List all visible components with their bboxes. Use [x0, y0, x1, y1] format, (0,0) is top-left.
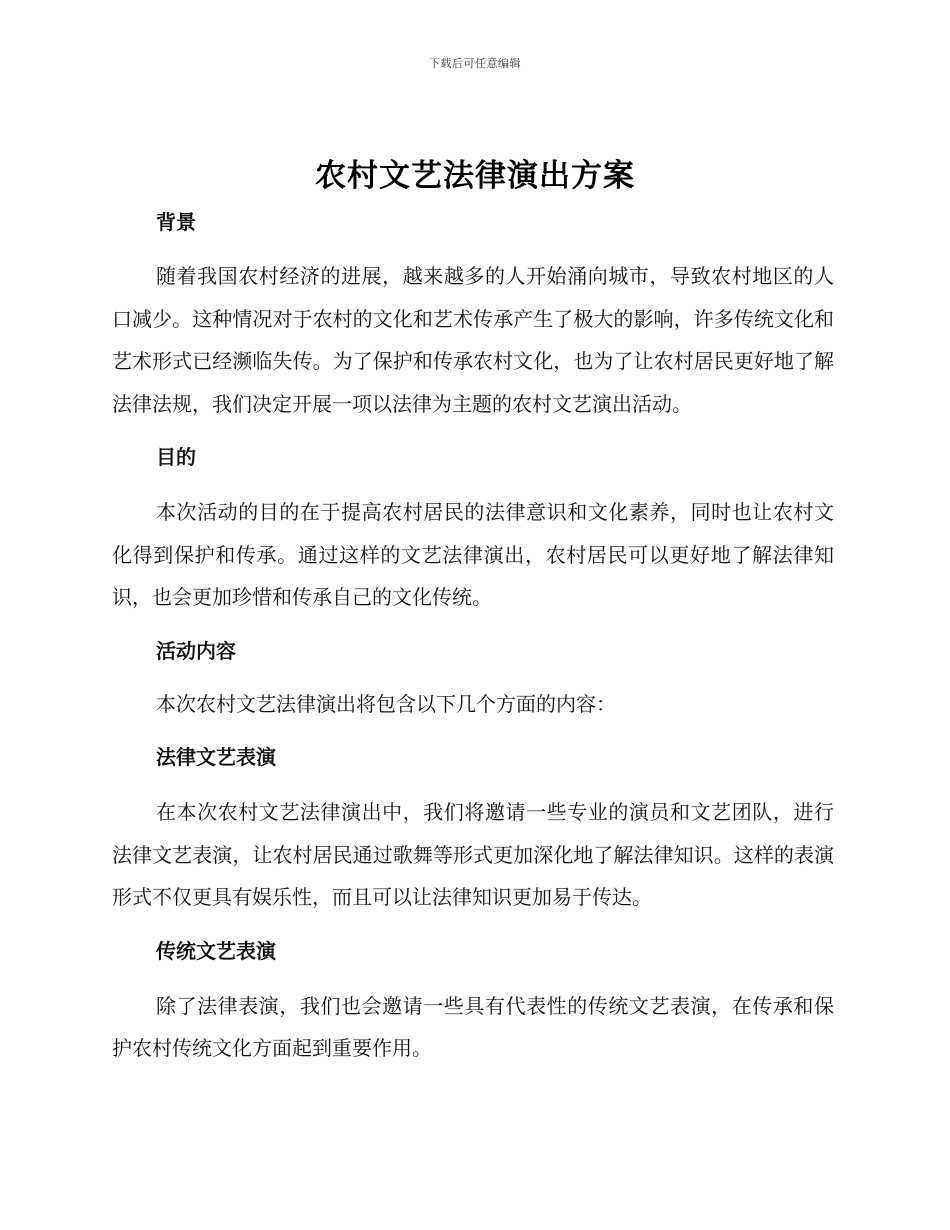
document-body — [112, 202, 834, 1070]
section-paragraph-legal-performance: 在本次农村文艺法律演出中，我们将邀请一些专业的演员和文艺团队，进行法律文艺表演，让农村居民通过歌舞等形式更加深化地了解法律知识。这样的表演形式不仅更具有娱乐性，而且可以让法律知识更加易于传达。 — [112, 800, 834, 909]
section-heading-legal-performance: 法律文艺表演 — [156, 745, 276, 769]
header-note: 下载后可任意编辑 — [429, 57, 521, 70]
section-heading-traditional-performance: 传统文艺表演 — [156, 938, 276, 963]
document-title: 农村文艺法律演出方案 — [315, 158, 635, 194]
section-heading-activity-content: 活动内容 — [156, 638, 236, 663]
section-paragraph-background: 随着我国农村经济的进展，越来越多的人开始涌向城市，导致农村地区的人口减少。这种情况对于农村的文化和艺术传承产生了极大的影响，许多传统文化和艺术形式已经濒临失传。为了保护和传承农村文化，也为了让农村居民更好地了解法律法规，我们决定开展一项以法律为主题的农村文艺演出活动。 — [112, 264, 834, 416]
section-paragraph-purpose: 本次活动的目的在于提高农村居民的法律意识和文化素养，同时也让农村文化得到保护和传承。通过这样的文艺法律演出，农村居民可以更好地了解法律知识，也会更加珍惜和传承自己的文化传统。 — [112, 500, 834, 609]
section-paragraph-traditional-performance: 除了法律表演，我们也会邀请一些具有代表性的传统文艺表演，在传承和保护农村传统文化方面起到重要作用。 — [112, 993, 834, 1060]
section-heading-background: 背景 — [156, 210, 196, 234]
section-paragraph-activity-content: 本次农村文艺法律演出将包含以下几个方面的内容： — [156, 691, 616, 716]
section-heading-purpose: 目的 — [156, 445, 196, 469]
